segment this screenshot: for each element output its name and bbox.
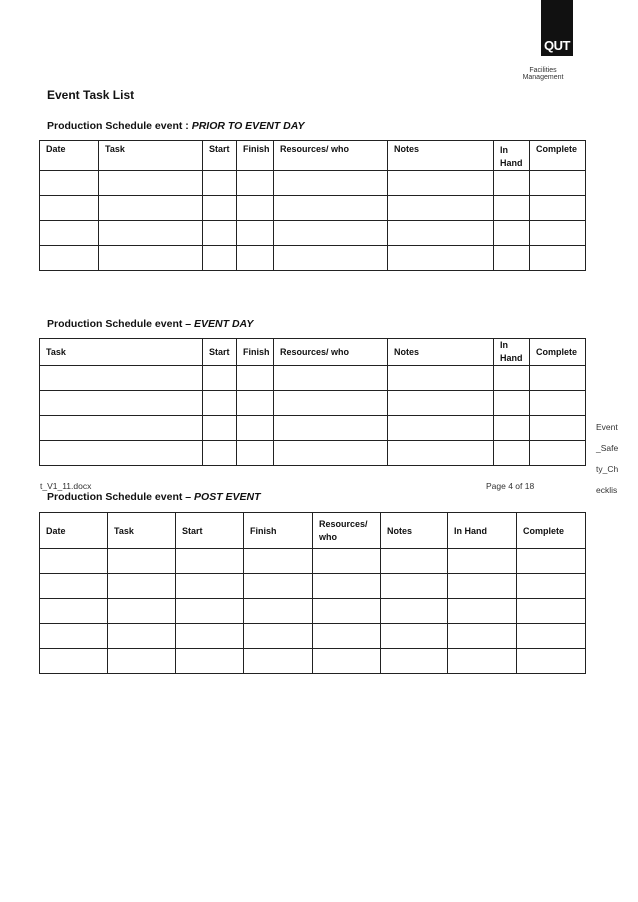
cell[interactable] [237, 196, 274, 221]
cell[interactable] [237, 221, 274, 246]
header-notes: Notes [381, 513, 448, 549]
table-row [40, 549, 586, 574]
cell[interactable] [244, 574, 313, 599]
header-notes: Notes [388, 339, 494, 366]
cell[interactable] [176, 649, 244, 674]
table-row [40, 196, 586, 221]
table-row [40, 624, 586, 649]
header-task: Task [108, 513, 176, 549]
cell[interactable] [237, 441, 274, 466]
footer-page-number: Page 4 of 18 [486, 481, 535, 491]
side-filename-fragment: Event _Safe ty_Ch ecklis [596, 422, 619, 495]
cell[interactable] [313, 649, 381, 674]
header-date: Date [40, 141, 99, 171]
cell[interactable] [237, 171, 274, 196]
cell[interactable] [40, 416, 203, 441]
cell[interactable] [530, 196, 586, 221]
cell[interactable] [274, 441, 388, 466]
cell[interactable] [388, 221, 494, 246]
cell[interactable] [237, 246, 274, 271]
section-heading-event-day: Production Schedule event – EVENT DAY [47, 318, 254, 330]
cell[interactable] [40, 549, 108, 574]
cell[interactable] [40, 599, 108, 624]
cell[interactable] [381, 599, 448, 624]
cell[interactable] [203, 221, 237, 246]
cell[interactable] [108, 599, 176, 624]
cell[interactable] [203, 416, 237, 441]
cell[interactable] [530, 441, 586, 466]
cell[interactable] [517, 574, 586, 599]
cell[interactable] [448, 574, 517, 599]
header-complete: Complete [517, 513, 586, 549]
cell[interactable] [203, 391, 237, 416]
cell[interactable] [203, 366, 237, 391]
cell[interactable] [381, 574, 448, 599]
header-start: Start [176, 513, 244, 549]
table-row [40, 221, 586, 246]
cell[interactable] [448, 649, 517, 674]
cell[interactable] [99, 196, 203, 221]
cell[interactable] [388, 441, 494, 466]
cell[interactable] [494, 391, 530, 416]
cell[interactable] [274, 391, 388, 416]
cell[interactable] [237, 416, 274, 441]
header-resources: Resources/ who [274, 339, 388, 366]
cell[interactable] [313, 574, 381, 599]
logo-subtitle: Facilities Management [522, 67, 564, 81]
cell[interactable] [176, 549, 244, 574]
cell[interactable] [388, 171, 494, 196]
cell[interactable] [99, 246, 203, 271]
header-task: Task [40, 339, 203, 366]
cell[interactable] [274, 221, 388, 246]
cell[interactable] [244, 624, 313, 649]
cell[interactable] [381, 649, 448, 674]
cell[interactable] [313, 599, 381, 624]
table-event-day [39, 338, 586, 466]
cell[interactable] [448, 549, 517, 574]
cell[interactable] [494, 416, 530, 441]
header-date: Date [40, 513, 108, 549]
table-row [40, 246, 586, 271]
cell[interactable] [203, 441, 237, 466]
header-finish: Finish [237, 141, 274, 171]
header-start: Start [203, 339, 237, 366]
table-row [40, 574, 586, 599]
cell[interactable] [517, 549, 586, 574]
table-prior [39, 140, 586, 271]
table-row [40, 366, 586, 391]
page-title: Event Task List [47, 88, 135, 102]
cell[interactable] [530, 171, 586, 196]
cell[interactable] [448, 599, 517, 624]
cell[interactable] [40, 246, 99, 271]
cell[interactable] [40, 649, 108, 674]
cell[interactable] [203, 196, 237, 221]
cell[interactable] [388, 196, 494, 221]
cell[interactable] [108, 649, 176, 674]
cell[interactable] [381, 549, 448, 574]
header-complete: Complete [530, 339, 586, 366]
cell[interactable] [176, 624, 244, 649]
cell[interactable] [40, 441, 203, 466]
header-complete: Complete [530, 141, 586, 171]
table-row [40, 416, 586, 441]
table-row [40, 441, 586, 466]
cell[interactable] [237, 391, 274, 416]
header-in-hand: In Hand [448, 513, 517, 549]
cell[interactable] [40, 391, 203, 416]
cell[interactable] [313, 549, 381, 574]
cell[interactable] [244, 599, 313, 624]
cell[interactable] [40, 221, 99, 246]
cell[interactable] [494, 366, 530, 391]
cell[interactable] [244, 549, 313, 574]
cell[interactable] [517, 624, 586, 649]
cell[interactable] [388, 366, 494, 391]
table-post-event [39, 512, 586, 674]
cell[interactable] [274, 171, 388, 196]
cell[interactable] [203, 246, 237, 271]
cell[interactable] [99, 171, 203, 196]
table-row [40, 649, 586, 674]
cell[interactable] [274, 196, 388, 221]
cell[interactable] [108, 624, 176, 649]
cell[interactable] [494, 246, 530, 271]
cell[interactable] [530, 391, 586, 416]
header-task: Task [99, 141, 203, 171]
table-row [40, 171, 586, 196]
cell[interactable] [274, 366, 388, 391]
cell[interactable] [203, 171, 237, 196]
cell[interactable] [313, 624, 381, 649]
cell[interactable] [388, 246, 494, 271]
header-resources: Resources/ who [313, 513, 381, 549]
cell[interactable] [388, 391, 494, 416]
header-finish: Finish [244, 513, 313, 549]
cell[interactable] [448, 624, 517, 649]
header-notes: Notes [388, 141, 494, 171]
cell[interactable] [237, 366, 274, 391]
cell[interactable] [274, 416, 388, 441]
cell[interactable] [517, 599, 586, 624]
cell[interactable] [176, 599, 244, 624]
cell[interactable] [530, 366, 586, 391]
cell[interactable] [494, 441, 530, 466]
header-start: Start [203, 141, 237, 171]
section-heading-post-event: Production Schedule event – POST EVENT [47, 491, 261, 503]
cell[interactable] [530, 246, 586, 271]
cell[interactable] [517, 649, 586, 674]
cell[interactable] [108, 574, 176, 599]
cell[interactable] [40, 171, 99, 196]
header-resources: Resources/ who [274, 141, 388, 171]
table-row [40, 391, 586, 416]
cell[interactable] [99, 221, 203, 246]
cell[interactable] [494, 196, 530, 221]
cell[interactable] [388, 416, 494, 441]
cell[interactable] [40, 196, 99, 221]
header-in-hand: In Hand [494, 339, 530, 366]
table-row [40, 599, 586, 624]
cell[interactable] [40, 624, 108, 649]
cell[interactable] [381, 624, 448, 649]
section-heading-prior: Production Schedule event : PRIOR TO EVENT DAY [47, 120, 305, 132]
cell[interactable] [108, 549, 176, 574]
qut-logo: QUT [541, 0, 573, 56]
cell[interactable] [244, 649, 313, 674]
cell[interactable] [40, 574, 108, 599]
header-in-hand: In Hand [494, 141, 530, 171]
cell[interactable] [530, 416, 586, 441]
cell[interactable] [530, 221, 586, 246]
footer-filename: t_V1_11.docx [40, 481, 92, 491]
cell[interactable] [494, 221, 530, 246]
cell[interactable] [274, 246, 388, 271]
header-finish: Finish [237, 339, 274, 366]
cell[interactable] [40, 366, 203, 391]
cell[interactable] [494, 171, 530, 196]
cell[interactable] [176, 574, 244, 599]
